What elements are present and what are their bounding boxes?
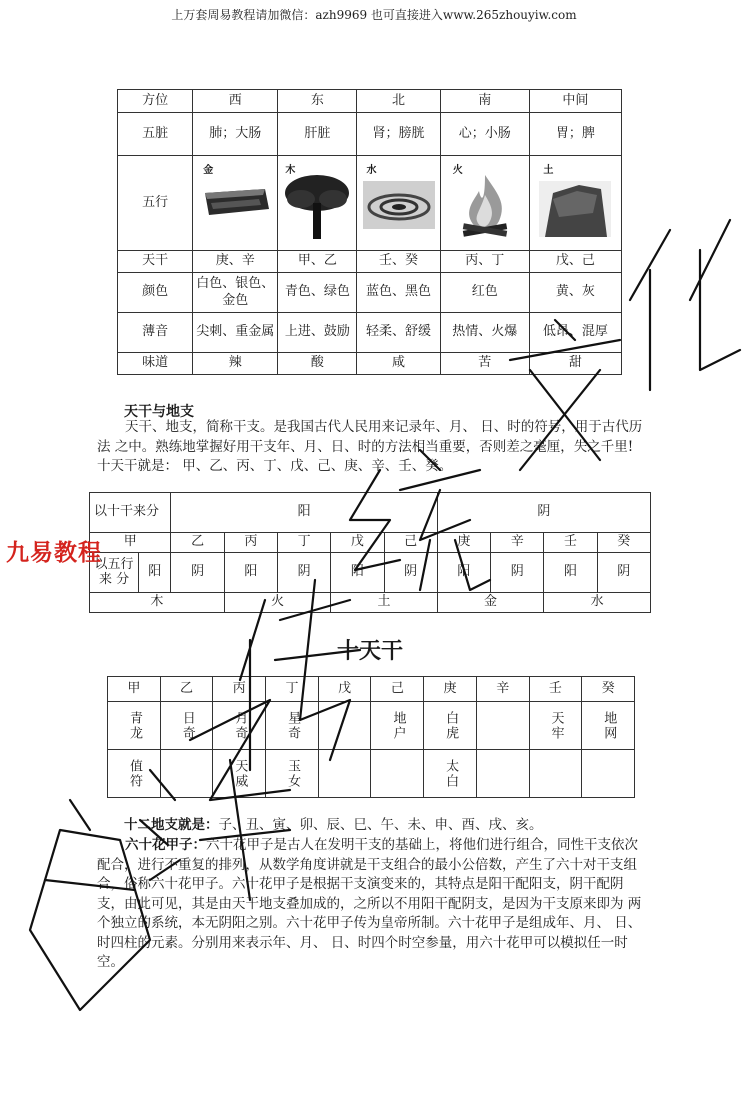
- table-header-cell: 中间: [529, 90, 621, 113]
- stem-cell: 癸: [597, 533, 650, 553]
- wuxing-fire-cell: [440, 156, 529, 251]
- dizhi-label: 十二地支就是：: [124, 817, 219, 833]
- yinyang-cell: 阴: [171, 553, 224, 593]
- element-cell: 木: [90, 593, 225, 613]
- table-cell: 太白: [424, 750, 477, 798]
- jiazi-paragraph: [97, 836, 645, 973]
- yinyang-table: [89, 492, 651, 613]
- wuxing-metal-cell: [193, 156, 278, 251]
- jiazi-text: 六十花甲子是古人在发明干支的基础上，将他们进行组合，同性干支依次配合，进行不重复的排列，从数学角度讲就是干支组合的最小公倍数，产生了六十对干支组合，俗称六十花甲子。六十花甲子是根据干支演变来的，其特点是阳干配阳支，阴干配阴支，由此可见，其是由天干地支叠加成的，之所以不用阳干配阴支，是因为干支原来即为 两个独立的系统，本无阴阳之别。六十花甲子传为皇帝所制。六十花甲子是组成年、月、 日、时四柱的元素。分别用来表示年、月、 日、时四个时空参量，用六十花甲可以模拟任一时空。: [97, 837, 642, 971]
- table-cell: 热情、火爆: [440, 313, 529, 353]
- table-header-cell: 方位: [118, 90, 193, 113]
- table-cell: 辣: [193, 353, 278, 375]
- table-cell: 星奇: [266, 702, 319, 750]
- element-cell: 土: [331, 593, 438, 613]
- wuxing-water-cell: [357, 156, 440, 251]
- table-cell: 尖刺、重金属: [193, 313, 278, 353]
- table-header-cell: 壬: [529, 677, 582, 702]
- table-header-cell: 西: [193, 90, 278, 113]
- section-title: 天干与地支: [124, 404, 194, 420]
- element-cell: 水: [544, 593, 651, 613]
- table-cell: 黄、灰: [529, 273, 621, 313]
- table-header-cell: 戊: [318, 677, 371, 702]
- table-cell: 胃；脾: [529, 113, 621, 156]
- dizhi-line: [124, 816, 644, 836]
- table-cell: [318, 750, 371, 798]
- wuxing-label: 土: [543, 165, 554, 176]
- table-cell: 白色、银色、金色: [193, 273, 278, 313]
- table-cell: 肾；膀胱: [357, 113, 440, 156]
- yinyang-cell: 阳: [139, 553, 171, 593]
- table-header-cell: 甲: [108, 677, 161, 702]
- table-header-cell: 己: [371, 677, 424, 702]
- wuxing-label: 金: [203, 165, 214, 176]
- dizhi-text: 子、丑、寅、卯、辰、巳、午、未、申、酉、戌、亥。: [218, 817, 543, 833]
- table-cell: 甜: [529, 353, 621, 375]
- table-cell: [318, 702, 371, 750]
- stem-cell: 戊: [331, 533, 384, 553]
- row-label: 五行: [118, 156, 193, 251]
- table-cell: 庚、辛: [193, 251, 278, 273]
- table-header-cell: 癸: [582, 677, 635, 702]
- table-cell: [476, 750, 529, 798]
- row-label: 颜色: [118, 273, 193, 313]
- wuxing-wood-cell: [278, 156, 357, 251]
- shitiangan-title: 十天干: [336, 639, 403, 664]
- yang-cell: 阳: [171, 493, 437, 533]
- table-cell: 丙、丁: [440, 251, 529, 273]
- table-header-cell: 丁: [266, 677, 319, 702]
- table-cell: 肝脏: [278, 113, 357, 156]
- stem-cell: 壬: [544, 533, 597, 553]
- table-cell: 天威: [213, 750, 266, 798]
- table-header-cell: 乙: [160, 677, 213, 702]
- yinyang-cell: 阴: [278, 553, 331, 593]
- row-label: 五脏: [118, 113, 193, 156]
- yinyang-cell: 阳: [331, 553, 384, 593]
- wuxing-label: 水: [366, 165, 377, 176]
- table-cell: [371, 750, 424, 798]
- table-cell: 天牢: [529, 702, 582, 750]
- table-header-cell: 丙: [213, 677, 266, 702]
- element-cell: 火: [224, 593, 331, 613]
- table-cell: 戊、己: [529, 251, 621, 273]
- stem-cell: 甲: [90, 533, 171, 553]
- element-cell: 金: [437, 593, 544, 613]
- stem-cell: 己: [384, 533, 437, 553]
- table-header-cell: 北: [357, 90, 440, 113]
- page-header: 上万套周易教程请加微信：azh9969 也可直接进入www.265zhouyiw.com: [171, 8, 577, 22]
- table-cell: 甲、乙: [278, 251, 357, 273]
- stem-cell: 庚: [437, 533, 490, 553]
- table-cell: 青色、绿色: [278, 273, 357, 313]
- stem-cell: 乙: [171, 533, 224, 553]
- section-body: 天干、地支，简称干支。是我国古代人民用来记录年、月、 日、时的符号，用于古代历法 之中。熟练地掌握好用干支年、月、日、时的方法相当重要，否则差之毫厘，失之千里! 十天干就是： 甲、乙、丙、丁、戊、己、庚、辛、壬、癸。: [97, 419, 643, 475]
- stem-cell: 丙: [224, 533, 277, 553]
- wuxing-table: [117, 89, 622, 375]
- table-cell: 青龙: [108, 702, 161, 750]
- wuxing-label: 木: [285, 165, 296, 176]
- table-cell: 苦: [440, 353, 529, 375]
- table-cell: 壬、癸: [357, 251, 440, 273]
- table-cell: 值符: [108, 750, 161, 798]
- row-label: 以五行来 分: [90, 553, 139, 593]
- table-header-cell: 东: [278, 90, 357, 113]
- yinyang-cell: 阳: [544, 553, 597, 593]
- yinyang-cell: 阳: [224, 553, 277, 593]
- row-label: 薄音: [118, 313, 193, 353]
- jiazi-label: 六十花甲子：: [125, 837, 206, 853]
- table-cell: 肺；大肠: [193, 113, 278, 156]
- yinyang-cell: 阳: [437, 553, 490, 593]
- table-cell: 日奇: [160, 702, 213, 750]
- yinyang-cell: 阴: [491, 553, 544, 593]
- table-cell: 咸: [357, 353, 440, 375]
- table-header-cell: 辛: [476, 677, 529, 702]
- yin-cell: 阴: [437, 493, 650, 533]
- table-cell: 上进、鼓励: [278, 313, 357, 353]
- table-cell: 白虎: [424, 702, 477, 750]
- table-cell: [476, 702, 529, 750]
- table-cell: [160, 750, 213, 798]
- wuxing-label: 火: [452, 165, 463, 176]
- table-header-cell: 庚: [424, 677, 477, 702]
- row-label: 天干: [118, 251, 193, 273]
- table-header-cell: 南: [440, 90, 529, 113]
- table-cell: 玉女: [266, 750, 319, 798]
- yinyang-cell: 阴: [384, 553, 437, 593]
- shitiangan-table: [107, 676, 635, 798]
- wuxing-earth-cell: [529, 156, 621, 251]
- stem-cell: 丁: [278, 533, 331, 553]
- brand-logo-text: 九易教程: [6, 540, 102, 566]
- table-cell: 心；小肠: [440, 113, 529, 156]
- table-cell: 酸: [278, 353, 357, 375]
- table-cell: [529, 750, 582, 798]
- table-cell: 地户: [371, 702, 424, 750]
- table-cell: 蓝色、黑色: [357, 273, 440, 313]
- row-label: 味道: [118, 353, 193, 375]
- stem-cell: 辛: [491, 533, 544, 553]
- table-cell: 低昂、混厚: [529, 313, 621, 353]
- yinyang-cell: 阴: [597, 553, 650, 593]
- table-cell: 轻柔、舒缓: [357, 313, 440, 353]
- table-cell: 月奇: [213, 702, 266, 750]
- table-cell: [582, 750, 635, 798]
- table-cell: 红色: [440, 273, 529, 313]
- row-label: 以十干来分: [90, 493, 171, 533]
- table-cell: 地网: [582, 702, 635, 750]
